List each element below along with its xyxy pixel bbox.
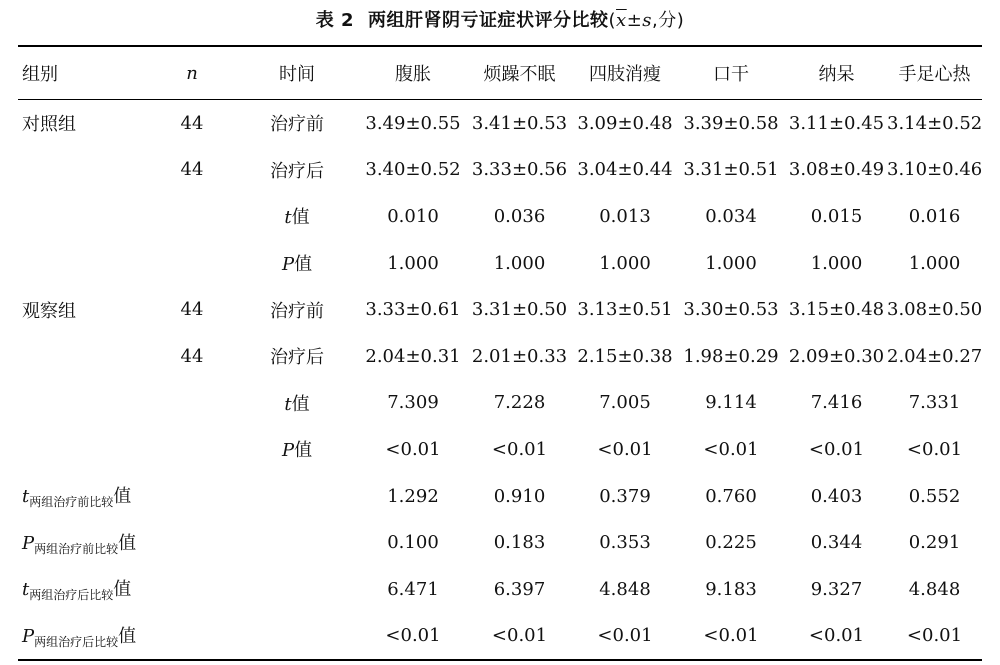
header-group: 组别 [22, 64, 58, 85]
group-cell [18, 240, 151, 287]
group-cell [18, 333, 151, 380]
group-cell [18, 613, 151, 661]
group-cell [18, 519, 151, 566]
time-cell [233, 240, 361, 287]
value-cell: 3.11±0.45 [788, 112, 885, 134]
value-cell: 0.183 [493, 532, 546, 554]
value-cell: 0.552 [908, 485, 961, 507]
value-cell: 1.000 [493, 252, 546, 274]
value-cell: 3.49±0.55 [365, 112, 461, 134]
unit-label: ,分) [652, 10, 685, 31]
value-cell: <0.01 [385, 438, 441, 460]
group-cell [18, 147, 151, 194]
header-symptom: 手足心热 [898, 64, 971, 85]
stat-symbol: P [281, 440, 295, 462]
header-n: n [186, 62, 198, 84]
value-cell: 9.183 [705, 578, 757, 600]
value-cell: 1.000 [705, 252, 757, 274]
value-cell: 7.416 [810, 392, 863, 414]
table-title [0, 6, 1000, 32]
time-cell [233, 566, 361, 613]
time-cell [233, 380, 361, 427]
value-cell: 3.41±0.53 [471, 112, 568, 134]
cell-text: 治疗前 [270, 300, 324, 322]
mean-symbol: $\overline{x}$ [616, 10, 627, 31]
value-cell: <0.01 [906, 438, 963, 460]
cell-text: 值 [113, 579, 132, 601]
header-symptom: 口干 [713, 64, 749, 85]
stat-subscript: 两组治疗前比较 [29, 495, 114, 510]
value-cell: 3.08±0.50 [887, 299, 982, 321]
value-cell: 0.403 [810, 485, 863, 507]
value-cell: 4.848 [599, 578, 651, 600]
value-cell: 2.04±0.31 [365, 345, 461, 367]
value-cell: 2.15±0.38 [577, 345, 673, 367]
value-cell: 0.910 [493, 485, 546, 507]
value-cell: 1.000 [387, 252, 439, 274]
value-cell: 3.10±0.46 [887, 159, 982, 181]
table-caption: 两组肝肾阴亏证症状评分比较 [368, 10, 609, 31]
value-cell: 6.471 [387, 578, 439, 600]
time-cell [233, 286, 361, 333]
stat-symbol: P [22, 532, 35, 554]
value-cell: 1.98±0.29 [683, 345, 779, 367]
cell-text: 值 [118, 625, 137, 647]
value-cell: 0.013 [599, 205, 651, 227]
value-cell: <0.01 [703, 625, 759, 647]
stat-symbol: P [22, 625, 35, 647]
symptom-score-table [18, 45, 982, 661]
value-cell: 3.14±0.52 [887, 112, 982, 134]
value-cell: 2.01±0.33 [471, 345, 568, 367]
value-cell: 0.291 [908, 532, 961, 554]
time-cell [233, 333, 361, 380]
n-cell: 44 [180, 299, 204, 321]
value-cell: 0.379 [599, 485, 651, 507]
group-cell [18, 473, 151, 520]
value-cell: <0.01 [906, 625, 963, 647]
n-cell [151, 380, 233, 427]
cell-text: 值 [113, 486, 132, 508]
time-cell [233, 147, 361, 194]
table-body [18, 100, 982, 661]
value-cell: 1.000 [810, 252, 863, 274]
time-cell [233, 100, 361, 147]
title-paren: ( [608, 10, 617, 31]
header-symptom: 烦躁不眠 [483, 64, 556, 85]
cell-text: 值 [291, 393, 310, 415]
header-symptom: 腹胀 [395, 64, 431, 85]
n-cell [151, 426, 233, 473]
table-label: 表 2 [315, 10, 355, 31]
stat-symbol: P [281, 254, 295, 276]
value-cell: 1.000 [599, 252, 651, 274]
value-cell: 3.33±0.56 [471, 159, 568, 181]
group-cell: 观察组 [22, 300, 76, 322]
value-cell: 0.010 [387, 205, 439, 227]
header-time: 时间 [279, 64, 315, 85]
table-row [18, 473, 982, 520]
n-cell: 44 [180, 159, 204, 181]
table-row [18, 519, 982, 566]
n-cell [151, 519, 233, 566]
time-cell [233, 426, 361, 473]
value-cell: 2.09±0.30 [788, 345, 885, 367]
value-cell: 9.114 [705, 392, 757, 414]
n-cell: 44 [180, 345, 204, 367]
group-cell [18, 566, 151, 613]
table-row [18, 100, 982, 147]
time-cell [233, 473, 361, 520]
value-cell: <0.01 [703, 438, 759, 460]
value-cell: <0.01 [808, 438, 865, 460]
n-cell [151, 566, 233, 613]
value-cell: 0.015 [810, 205, 863, 227]
value-cell: <0.01 [491, 625, 548, 647]
group-cell: 对照组 [22, 114, 76, 136]
group-cell [18, 380, 151, 427]
table-row [18, 240, 982, 287]
value-cell: 3.08±0.49 [788, 159, 885, 181]
value-cell: 4.848 [908, 578, 961, 600]
value-cell: <0.01 [808, 625, 865, 647]
n-cell: 44 [180, 112, 204, 134]
value-cell: 6.397 [493, 578, 546, 600]
stat-subscript: 两组治疗后比较 [29, 588, 114, 603]
cell-text: 值 [294, 440, 313, 462]
stat-symbol: t [284, 207, 292, 229]
value-cell: 3.31±0.50 [471, 299, 568, 321]
value-cell: 3.15±0.48 [788, 299, 885, 321]
value-cell: 0.100 [387, 532, 439, 554]
value-cell: 1.292 [387, 485, 439, 507]
value-cell: 0.016 [908, 205, 961, 227]
table-row [18, 380, 982, 427]
value-cell: 3.13±0.51 [577, 299, 673, 321]
stat-subscript: 两组治疗前比较 [34, 541, 119, 556]
sd-symbol: ±s [626, 10, 653, 31]
group-cell [18, 193, 151, 240]
value-cell: 2.04±0.27 [887, 345, 982, 367]
value-cell: 0.034 [705, 205, 757, 227]
value-cell: 7.309 [387, 392, 439, 414]
time-cell [233, 519, 361, 566]
header-row [18, 46, 982, 100]
n-cell [151, 193, 233, 240]
value-cell: <0.01 [491, 438, 548, 460]
table-row [18, 566, 982, 613]
value-cell: 3.39±0.58 [683, 112, 779, 134]
table-row [18, 613, 982, 661]
value-cell: 7.228 [493, 392, 546, 414]
n-cell [151, 240, 233, 287]
n-cell [151, 613, 233, 661]
value-cell: 3.40±0.52 [365, 159, 461, 181]
value-cell: 0.036 [493, 205, 546, 227]
cell-text: 治疗前 [270, 114, 324, 136]
stat-subscript: 两组治疗后比较 [34, 634, 119, 649]
value-cell: 0.344 [810, 532, 863, 554]
n-cell [151, 473, 233, 520]
cell-text: 值 [294, 254, 313, 276]
value-cell: 7.005 [599, 392, 651, 414]
table-row [18, 286, 982, 333]
value-cell: 0.353 [599, 532, 651, 554]
table-row [18, 147, 982, 194]
value-cell: 3.31±0.51 [683, 159, 779, 181]
time-cell [233, 613, 361, 661]
value-cell: 3.04±0.44 [577, 159, 673, 181]
value-cell: <0.01 [597, 438, 653, 460]
cell-text: 值 [291, 207, 310, 229]
table-row [18, 333, 982, 380]
value-cell: 0.760 [705, 485, 757, 507]
value-cell: <0.01 [385, 625, 441, 647]
table-row [18, 193, 982, 240]
value-cell: 3.30±0.53 [683, 299, 779, 321]
value-cell: 3.33±0.61 [365, 299, 461, 321]
stat-symbol: t [284, 393, 292, 415]
header-symptom: 四肢消瘦 [589, 64, 661, 85]
value-cell: 3.09±0.48 [577, 112, 673, 134]
value-cell: <0.01 [597, 625, 653, 647]
cell-text: 值 [118, 532, 137, 554]
cell-text: 治疗后 [270, 347, 324, 369]
value-cell: 1.000 [908, 252, 961, 274]
value-cell: 0.225 [705, 532, 757, 554]
cell-text: 治疗后 [270, 160, 324, 182]
header-symptom: 纳呆 [818, 64, 855, 85]
time-cell [233, 193, 361, 240]
value-cell: 7.331 [908, 392, 961, 414]
stat-symbol: t [22, 486, 30, 508]
table-row [18, 426, 982, 473]
stat-symbol: t [22, 579, 30, 601]
group-cell [18, 426, 151, 473]
value-cell: 9.327 [810, 578, 863, 600]
